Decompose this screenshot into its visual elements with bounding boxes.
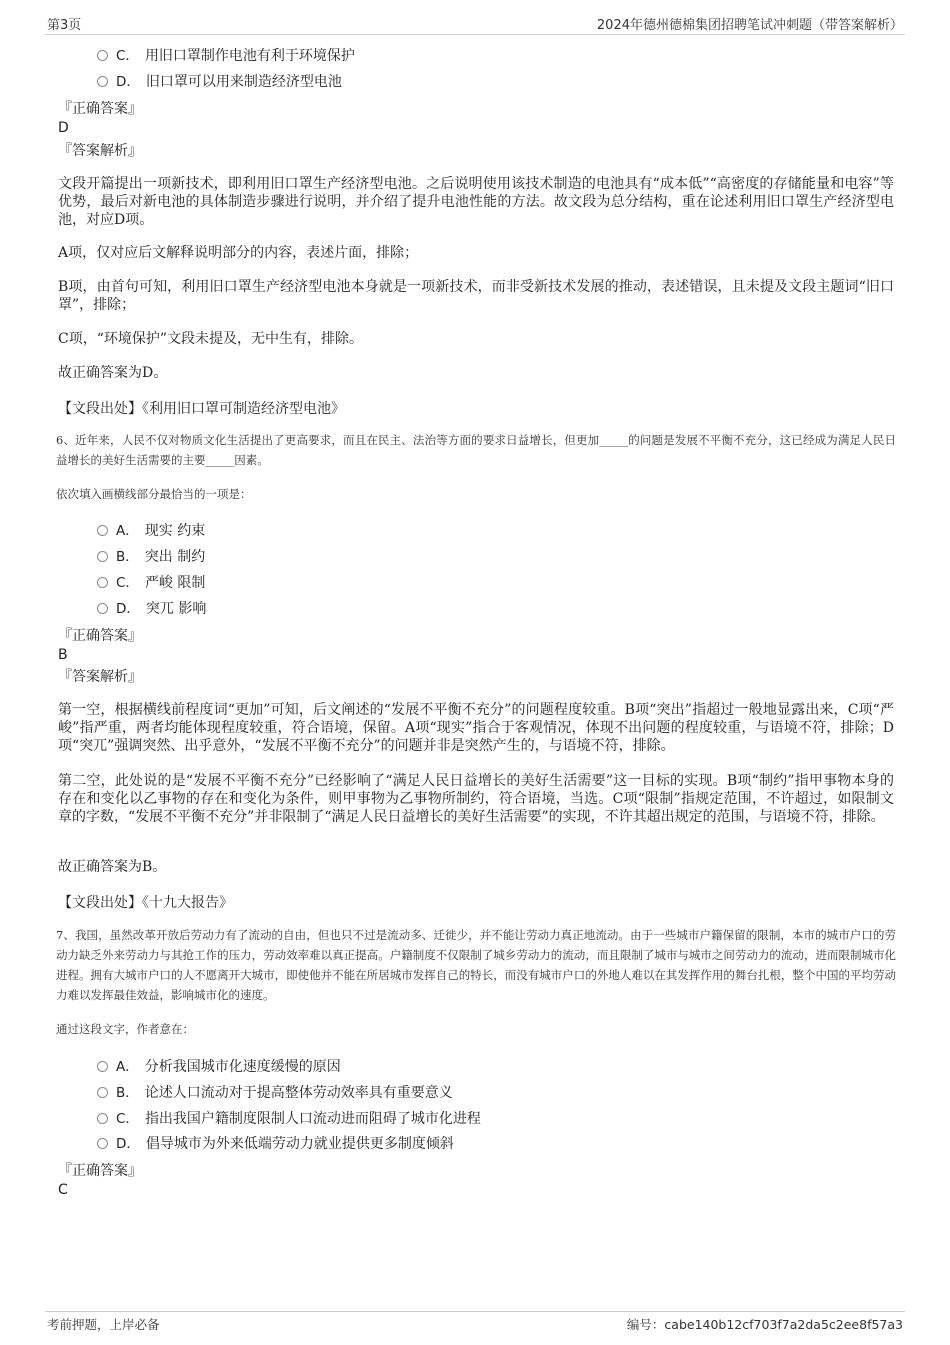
q7-option-d[interactable]: D． 倡导城市为外来低端劳动力就业提供更多制度倾斜 xyxy=(97,1134,454,1154)
q7-answer: C xyxy=(58,1182,68,1198)
radio-button-icon[interactable] xyxy=(97,1138,108,1149)
radio-button-icon[interactable] xyxy=(97,1061,108,1072)
q5-option-d[interactable]: D． 旧口罩可以用来制造经济型电池 xyxy=(97,72,342,92)
q6-option-a[interactable]: A． 现实 约束 xyxy=(97,521,205,541)
q5-source: 【文段出处】《利用旧口罩可制造经济型电池》 xyxy=(58,401,345,417)
radio-button-icon[interactable] xyxy=(97,603,108,614)
page-header xyxy=(45,14,905,35)
q5-analysis-paragraph: B项，由首句可知，利用旧口罩生产经济型电池本身就是一项新技术，而非受新技术发展的推动，表述错误，且未提及文段主题词“旧口罩”，排除； xyxy=(58,279,894,313)
q6-option-d[interactable]: D． 突兀 影响 xyxy=(97,599,206,619)
q5-answer: D xyxy=(58,120,69,136)
document-title: 2024年德州德棉集团招聘笔试冲刺题（带答案解析） xyxy=(596,18,903,33)
q5-answer-label: 『正确答案』 xyxy=(58,101,142,117)
radio-button-icon[interactable] xyxy=(97,76,108,87)
page-number: 第3页 xyxy=(47,18,82,33)
q7-option-c[interactable]: C． 指出我国户籍制度限制人口流动进而阻碍了城市化进程 xyxy=(97,1109,481,1129)
q6-answer-label: 『正确答案』 xyxy=(58,628,142,644)
q5-analysis-paragraph: 故正确答案为D。 xyxy=(58,365,168,381)
q7-answer-label: 『正确答案』 xyxy=(58,1163,142,1179)
page-footer xyxy=(45,1311,905,1336)
document-id: 编号：cabe140b12cf703f7a2da5c2ee8f57a3 xyxy=(626,1317,903,1332)
q5-analysis-label: 『答案解析』 xyxy=(58,143,142,159)
q7-option-b[interactable]: B． 论述人口流动对于提高整体劳动效率具有重要意义 xyxy=(97,1083,453,1103)
radio-button-icon[interactable] xyxy=(97,525,108,536)
q5-option-c[interactable]: C． 用旧口罩制作电池有利于环境保护 xyxy=(97,46,355,66)
q6-analysis-paragraph: 第一空，根据横线前程度词“更加”可知，后文阐述的“发展不平衡不充分”的问题程度较重。B项“突出”指超过一般地显露出来，C项“严峻”指严重，两者均能体现程度较重，符合语境，保留。A项“现实”指合于客观情况，体现不出问题的程度较重，与语境不符，排除；D项“突兀”强调突然、出乎意外，“发展不平衡不充分”的问题并非是突然产生的，与语境不符，排除。 xyxy=(58,702,894,754)
q5-analysis-paragraph: 文段开篇提出一项新技术，即利用旧口罩生产经济型电池。之后说明使用该技术制造的电池具有“成本低”“高密度的存储能量和电容”等优势，最后对新电池的具体制造步骤进行说明，并介绍了提升电池性能的方法。故文段为总分结构，重在论述利用旧口罩生产经济型电池，对应D项。 xyxy=(58,176,894,228)
q6-analysis-paragraph: 故正确答案为B。 xyxy=(58,859,167,875)
q6-option-c[interactable]: C． 严峻 限制 xyxy=(97,573,205,593)
q6-answer: B xyxy=(58,647,68,663)
footer-slogan: 考前押题，上岸必备 xyxy=(47,1317,160,1332)
radio-button-icon[interactable] xyxy=(97,551,108,562)
radio-button-icon[interactable] xyxy=(97,50,108,61)
q6-option-b[interactable]: B． 突出 制约 xyxy=(97,547,205,567)
q5-analysis-paragraph: A项，仅对应后文解释说明部分的内容，表述片面，排除； xyxy=(58,245,419,261)
q6-source: 【文段出处】《十九大报告》 xyxy=(58,895,233,911)
radio-button-icon[interactable] xyxy=(97,1087,108,1098)
q6-question-text: 6、近年来，人民不仅对物质文化生活提出了更高要求，而且在民主、法治等方面的要求日益增长，但更加_____的问题是发展不平衡不充分，这已经成为满足人民日益增长的美好生活需要的主要_____因素。 xyxy=(56,433,896,467)
q6-analysis-paragraph: 第二空，此处说的是“发展不平衡不充分”已经影响了“满足人民日益增长的美好生活需要”这一目标的实现。B项“制约”指甲事物本身的存在和变化以乙事物的存在和变化为条件，则甲事物为乙事物所制约，符合语境，当选。C项“限制”指规定范围，不许超过，如限制文章的字数，“发展不平衡不充分”并非限制了“满足人民日益增长的美好生活需要”的实现，不许其超出规定的范围，与语境不符，排除。 xyxy=(58,773,894,825)
radio-button-icon[interactable] xyxy=(97,577,108,588)
q7-prompt: 通过这段文字，作者意在： xyxy=(56,1022,194,1036)
q5-analysis-paragraph: C项，“环境保护”文段未提及，无中生有，排除。 xyxy=(58,331,364,347)
q7-option-a[interactable]: A． 分析我国城市化速度缓慢的原因 xyxy=(97,1057,341,1077)
q7-question-text: 7、我国，虽然改革开放后劳动力有了流动的自由，但也只不过是流动多、迁徙少，并不能让劳动力真正地流动。由于一些城市户籍保留的限制，本市的城市户口的劳动力缺乏外来劳动力与其抢工作的压力，劳动效率难以真正提高。户籍制度不仅限制了城乡劳动力的流动，而且限制了城市与城市之间劳动力的流动，进而限制城市化进程。拥有大城市户口的人不愿离开大城市，即使他并不能在所居城市发挥自己的特长，而没有城市户口的外地人难以在其发挥作用的舞台扎根，整个中国的平均劳动力难以发挥最佳效益，影响城市化的速度。 xyxy=(56,928,896,1002)
q6-analysis-label: 『答案解析』 xyxy=(58,669,142,685)
q6-prompt: 依次填入画横线部分最恰当的一项是： xyxy=(56,487,252,501)
radio-button-icon[interactable] xyxy=(97,1113,108,1124)
